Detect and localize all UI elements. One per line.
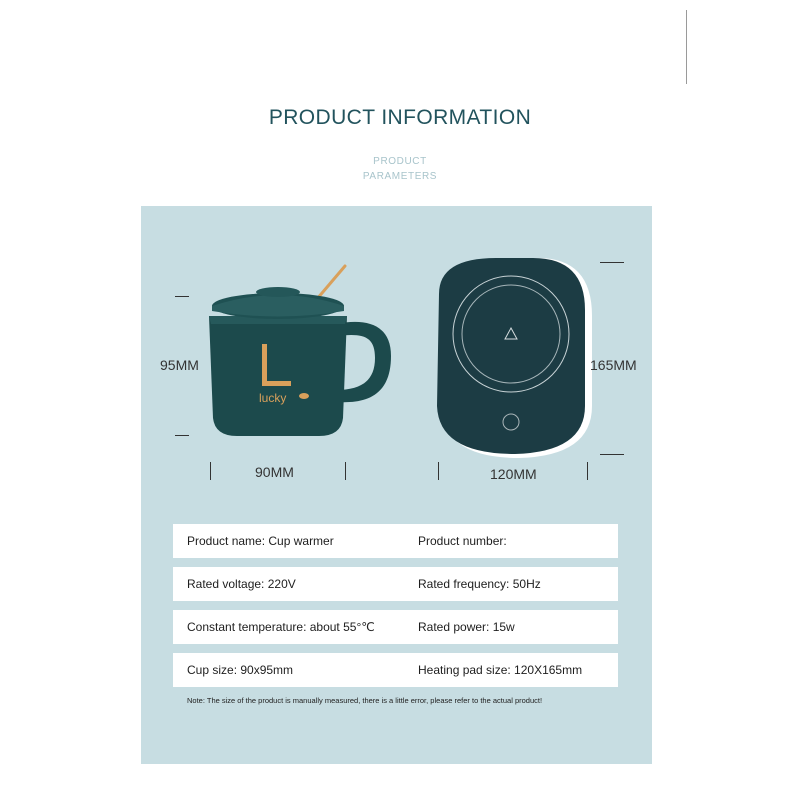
- dimension-tick: [600, 262, 624, 263]
- page-title: PRODUCT INFORMATION: [268, 106, 532, 129]
- subtitle-line-1: PRODUCT: [373, 156, 427, 167]
- spec-left: Constant temperature: about 55°℃: [187, 620, 375, 634]
- mug-image: [209, 266, 391, 436]
- divider-line: [686, 10, 687, 84]
- dimension-tick: [587, 462, 588, 480]
- disclaimer-note: Note: The size of the product is manually measured, there is a little error, please refer to the actual product!: [187, 696, 543, 705]
- dimension-tick: [175, 435, 189, 436]
- dimension-tick: [600, 454, 624, 455]
- pad-height-label: 165MM: [590, 357, 637, 373]
- heating-pad: [437, 258, 585, 454]
- spec-row: [173, 653, 618, 687]
- dimension-tick: [210, 462, 211, 480]
- page-subtitle: [0, 154, 800, 184]
- mug-body: [209, 316, 347, 436]
- spec-left: Product name: Cup warmer: [187, 534, 334, 548]
- spec-right: Product number:: [418, 534, 507, 548]
- spec-left: Cup size: 90x95mm: [187, 663, 294, 677]
- spec-row: [173, 567, 618, 601]
- spec-row: [173, 610, 618, 644]
- spec-right: Heating pad size: 120X165mm: [418, 663, 583, 677]
- subtitle-line-2: PARAMETERS: [362, 171, 438, 182]
- mug-text: lucky: [259, 391, 287, 405]
- cup-width-label: 90MM: [255, 464, 294, 480]
- cup-height-label: 95MM: [160, 357, 199, 373]
- spec-row: [173, 524, 618, 558]
- spec-left: Rated voltage: 220V: [187, 577, 296, 591]
- spec-right: Rated power: 15w: [418, 620, 515, 634]
- dimension-tick: [345, 462, 346, 480]
- spec-right: Rated frequency: 50Hz: [418, 577, 541, 591]
- pad-width-label: 120MM: [490, 466, 537, 482]
- product-illustration: [141, 206, 652, 506]
- heating-pad-image: [437, 258, 592, 458]
- dimension-tick: [438, 462, 439, 480]
- dimension-tick: [175, 296, 189, 297]
